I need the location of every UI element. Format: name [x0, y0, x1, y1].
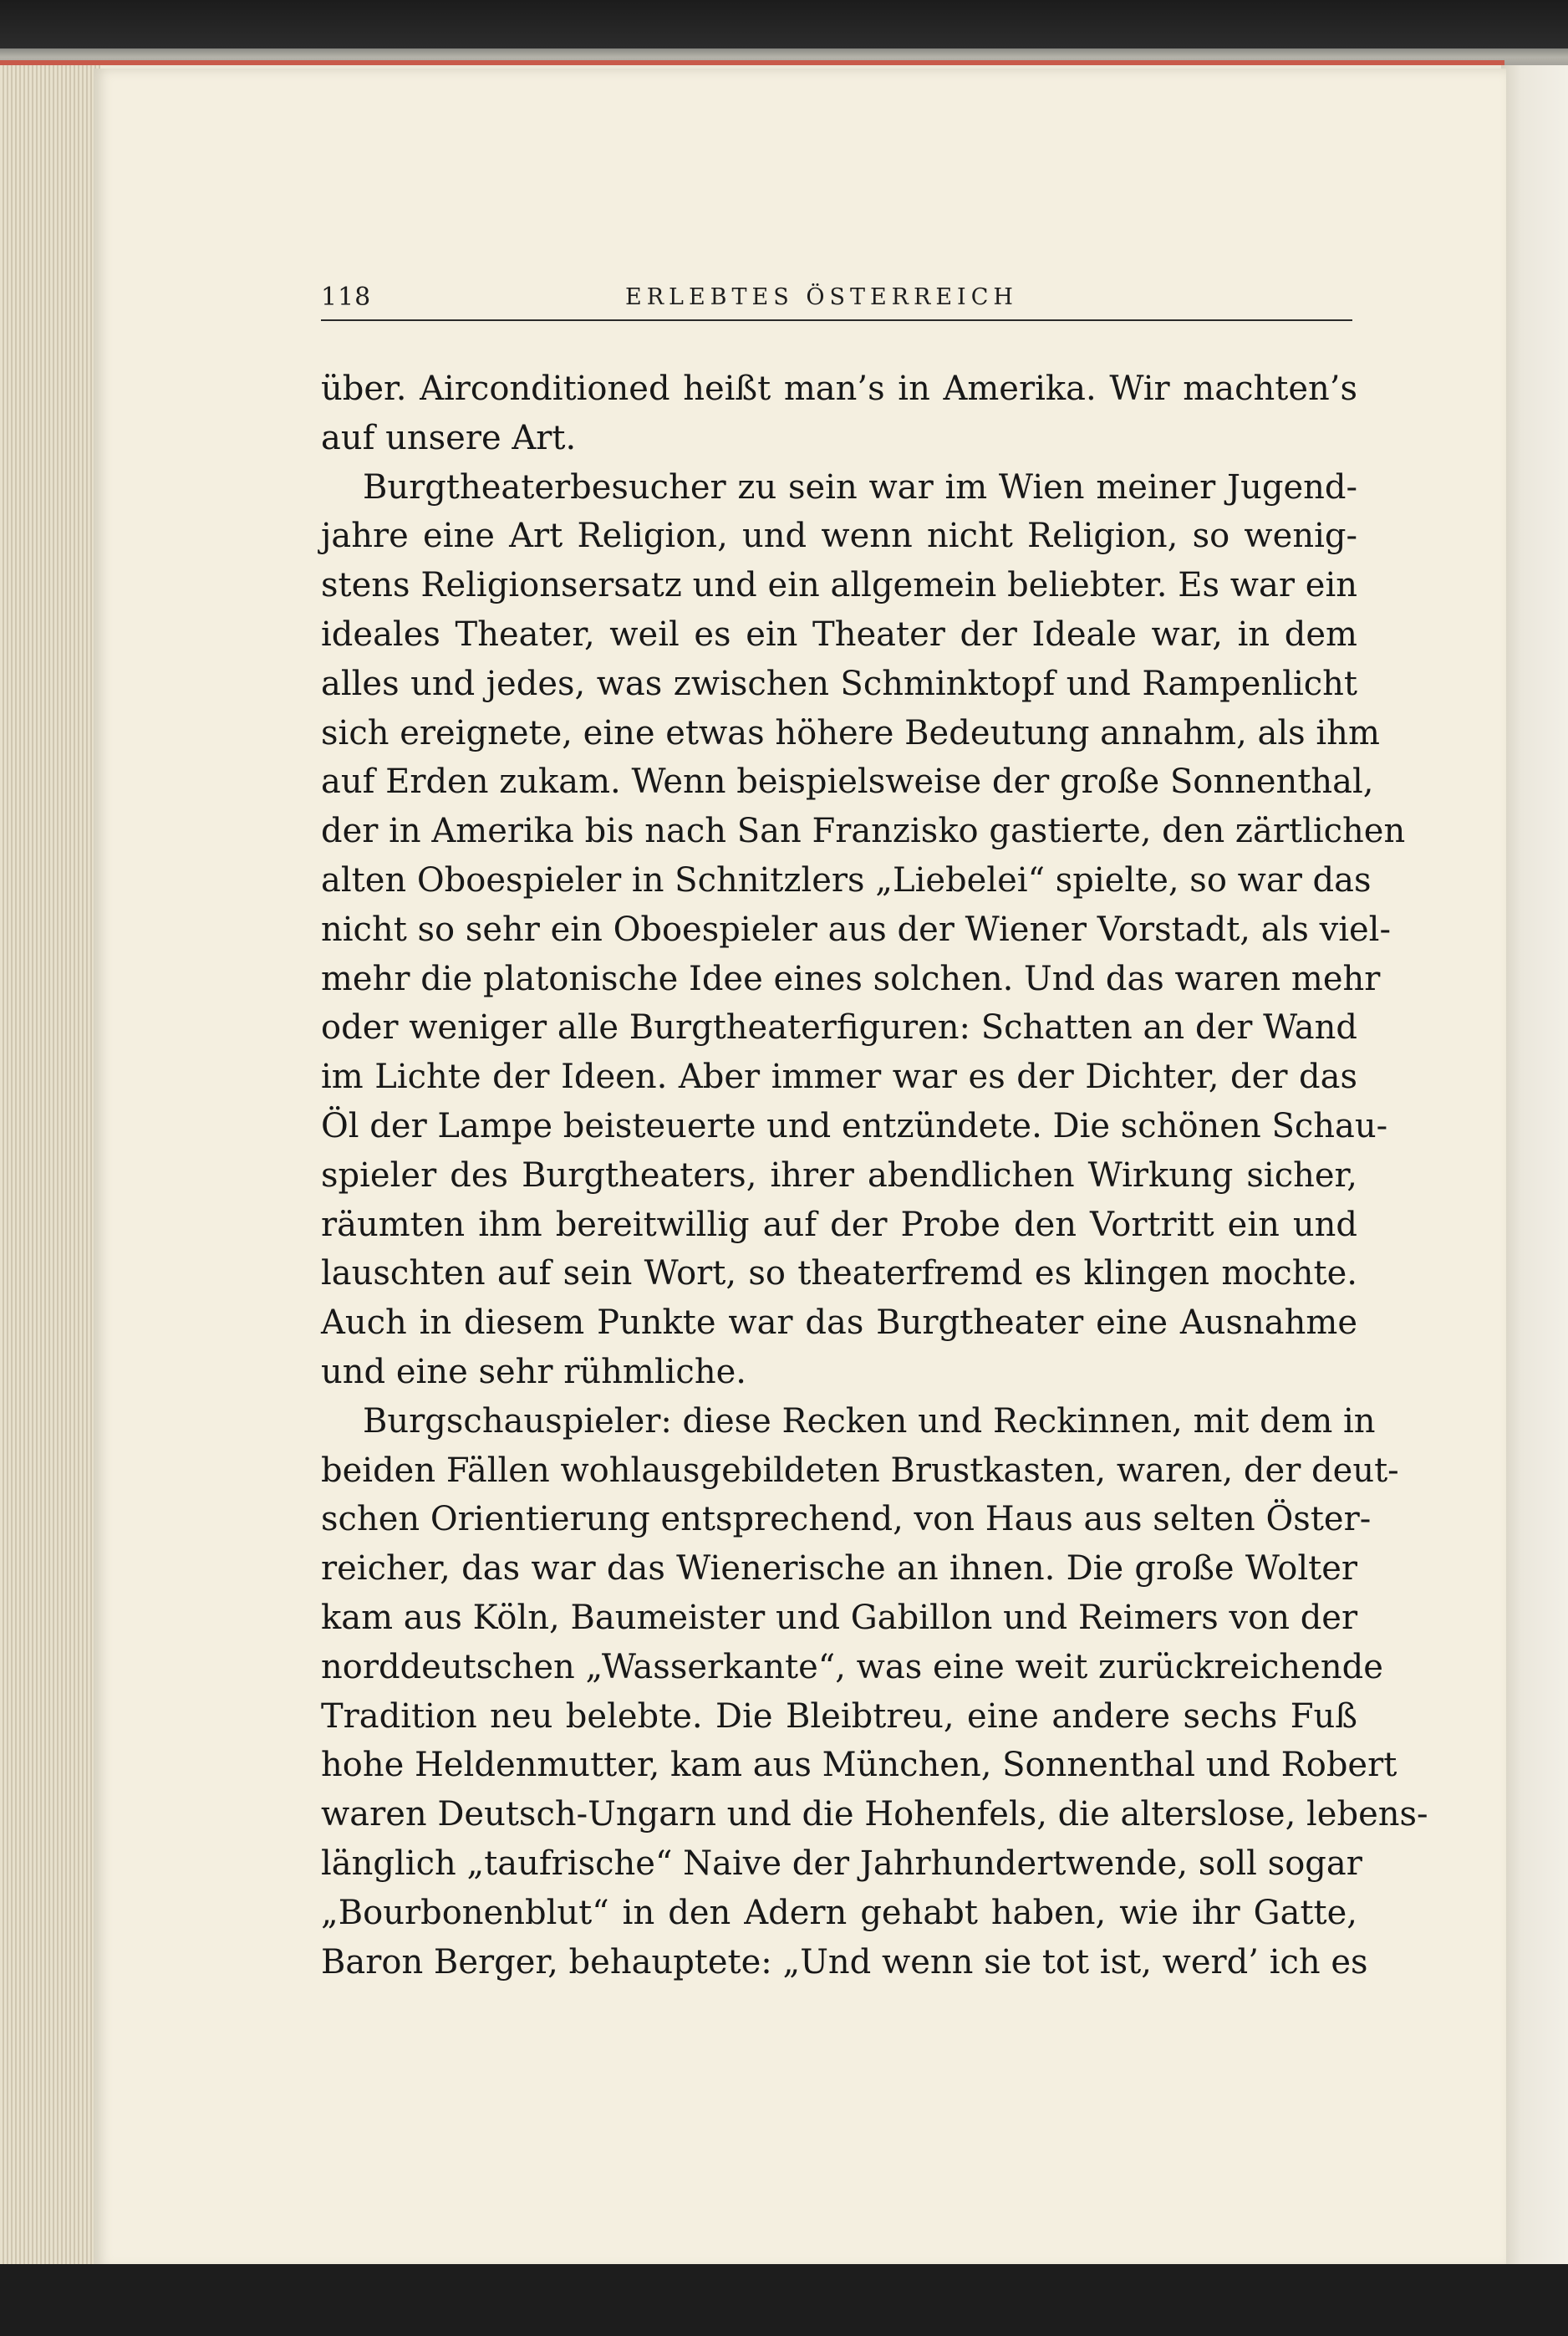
paragraph-2: [321, 463, 1406, 1397]
text-line: beiden Fällen wohlausgebildeten Brustkasten, waren, der deut-: [321, 1451, 1399, 1490]
text-line: kam aus Köln, Baumeister und Gabillon und Reimers von der: [321, 1598, 1358, 1637]
text-line: alles und jedes, was zwischen Schminktopf und Rampenlicht: [321, 664, 1357, 703]
text-line: mehr die platonische Idee eines solchen. Und das waren mehr: [321, 959, 1381, 998]
page-header: [321, 279, 1352, 321]
text-line: waren Deutsch-Ungarn und die Hohenfels, die alterslose, lebens-: [321, 1795, 1428, 1834]
text-line: und eine sehr rühmliche.: [321, 1352, 746, 1391]
text-line: auf Erden zukam. Wenn beispielsweise der große Sonnenthal,: [321, 763, 1374, 802]
text-line: reicher, das war das Wienerische an ihnen. Die große Wolter: [321, 1549, 1357, 1589]
text-line: alten Oboespieler in Schnitzlers „Liebelei“ spielte, so war das: [321, 860, 1372, 900]
text-line: Baron Berger, behauptete: „Und wenn sie tot ist, werd’ ich es: [321, 1942, 1368, 1982]
scan-background-bottom: [0, 2264, 1568, 2336]
text-line: im Lichte der Ideen. Aber immer war es der Dichter, der das: [321, 1058, 1357, 1097]
text-line: „Bourbonenblut“ in den Adern gehabt haben, wie ihr Gatte,: [321, 1893, 1357, 1932]
text-line: sich ereignete, eine etwas höhere Bedeutung annahm, als ihm: [321, 713, 1380, 752]
text-line: Burgschauspieler: diese Recken und Reckinnen, mit dem in: [363, 1401, 1376, 1441]
text-line: stens Religionsersatz und ein allgemein beliebter. Es war ein: [321, 566, 1357, 605]
text-line: auf unsere Art.: [321, 418, 577, 457]
text-line: Auch in diesem Punkte war das Burgtheater eine Ausnahme: [321, 1303, 1357, 1343]
text-line: nicht so sehr ein Oboespieler aus der Wiener Vorstadt, als viel-: [321, 910, 1391, 949]
paragraph-1: [321, 365, 1357, 463]
body-text: [321, 365, 1428, 1987]
text-line: räumten ihm bereitwillig auf der Probe den Vortritt ein und: [321, 1205, 1357, 1244]
scan-background-top: [0, 0, 1568, 48]
text-line: ideales Theater, weil es ein Theater der Ideale war, in dem: [321, 615, 1357, 654]
text-line: oder weniger alle Burgtheaterfiguren: Schatten an der Wand: [321, 1008, 1357, 1048]
text-line: lauschten auf sein Wort, so theaterfremd es klingen mochte.: [321, 1254, 1357, 1293]
paragraph-3: [321, 1397, 1428, 1987]
text-line: länglich „taufrische“ Naive der Jahrhundertwende, soll sogar: [321, 1844, 1362, 1883]
text-line: Öl der Lampe beisteuerte und entzündete. Die schönen Schau-: [321, 1106, 1388, 1145]
text-line: über. Airconditioned heißt man’s in Amerika. Wir machten’s: [321, 370, 1357, 408]
running-head: ERLEBTES ÖSTERREICH: [625, 284, 1018, 310]
text-line: schen Orientierung entsprechend, von Haus aus selten Öster-: [321, 1500, 1372, 1539]
text-line: hohe Heldenmutter, kam aus München, Sonnenthal und Robert: [321, 1746, 1397, 1785]
text-line: norddeutschen „Wasserkante“, was eine weit zurückreichende: [321, 1647, 1383, 1686]
text-line: der in Amerika bis nach San Franzisko gastierte, den zärtlichen: [321, 812, 1406, 851]
text-line: spieler des Burgtheaters, ihrer abendlichen Wirkung sicher,: [321, 1155, 1357, 1195]
page-stack-edges: [0, 65, 100, 2264]
page-number: 118: [321, 283, 372, 312]
text-line: Burgtheaterbesucher zu sein war im Wien meiner Jugend-: [363, 467, 1357, 507]
facing-page-edge: [1501, 65, 1568, 2269]
text-line: Tradition neu belebte. Die Bleibtreu, eine andere sechs Fuß: [321, 1696, 1357, 1736]
text-line: jahre eine Art Religion, und wenn nicht Religion, so wenig-: [321, 517, 1357, 556]
